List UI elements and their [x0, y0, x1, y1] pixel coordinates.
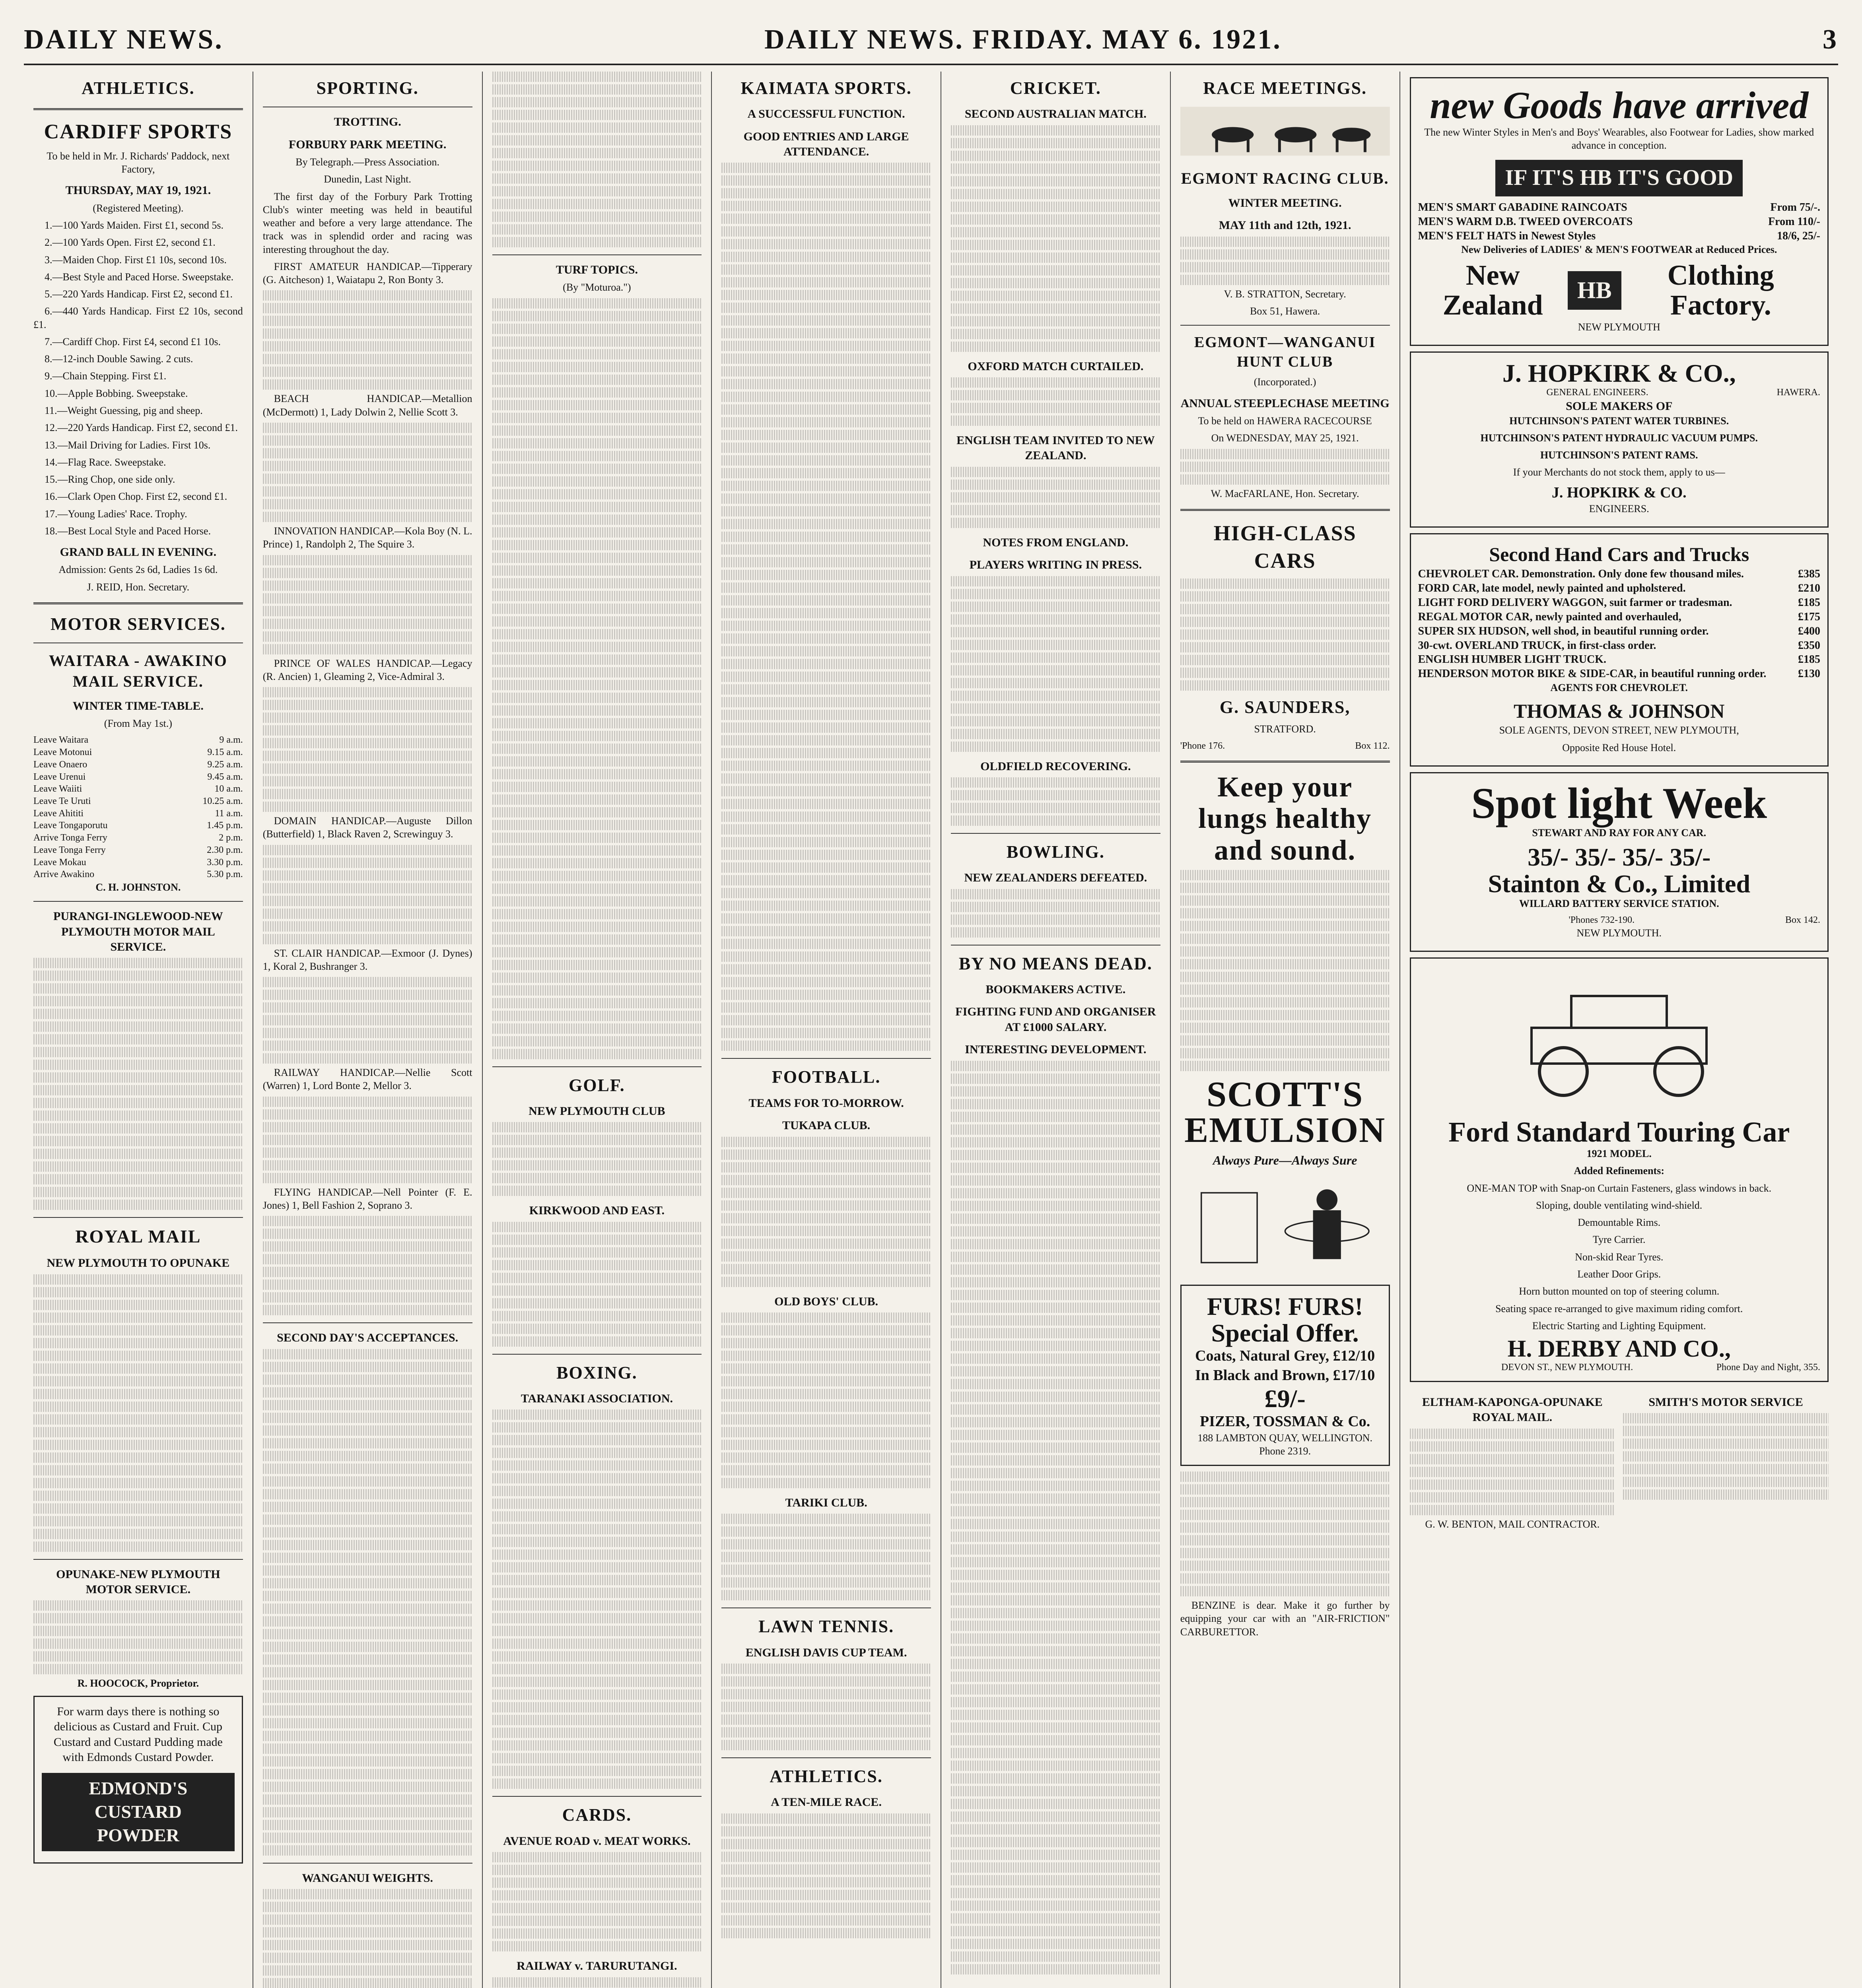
kirkwood-heading: KIRKWOOD AND EAST. [529, 1204, 665, 1217]
ford-ad [1410, 957, 1829, 1382]
ford-refinement: Seating space re-arranged to give maximum riding comfort. [1495, 1303, 1743, 1314]
race-result: BEACH HANDICAP.—Metallion (McDermott) 1, Lady Dolwin 2, Nellie Scott 3. [262, 393, 472, 418]
timetable-row: Leave Tonga Ferry 2.30 p.m. [33, 845, 243, 855]
hopkirk-product: HUTCHINSON'S PATENT HYDRAULIC VACUUM PUMPS. [1480, 432, 1758, 444]
england-team-heading: ENGLISH TEAM INVITED TO NEW ZEALAND. [956, 434, 1155, 462]
masthead [24, 16, 1838, 65]
ford-refinements-heading: Added Refinements: [1574, 1165, 1664, 1177]
cardiff-item: 6.—440 Yards Handicap. First £2 10s, second £1. [33, 305, 243, 330]
waitara-sig: C. H. JOHNSTON. [95, 881, 181, 893]
hunt-date: On WEDNESDAY, MAY 25, 1921. [1211, 432, 1359, 444]
athletics-heading: ATHLETICS. [82, 78, 195, 98]
timetable-row: Arrive Awakino 5.30 p.m. [33, 869, 243, 880]
hunt-sig: W. MacFARLANE, Hon. Secretary. [1211, 487, 1359, 499]
kaimata-sub2: GOOD ENTRIES AND LARGE ATTENDANCE. [743, 130, 909, 159]
nz-defeated-heading: NEW ZEALANDERS DEFEATED. [964, 871, 1147, 885]
ford-refinement: Leather Door Grips. [1577, 1268, 1661, 1280]
ford-refinement: Demountable Rims. [1578, 1217, 1661, 1229]
cardiff-item: 10.—Apple Bobbing. Sweepstake. [45, 387, 188, 399]
egmont-racing-title: EGMONT RACING CLUB. [1181, 169, 1389, 187]
football-sub: TEAMS FOR TO-MORROW. [748, 1096, 904, 1110]
railway-heading: RAILWAY v. TARURUTANGI. [517, 1959, 677, 1973]
ford-refinement: Horn button mounted on top of steering column. [1519, 1285, 1720, 1297]
waitara-timetable [33, 734, 243, 881]
cardiff-sub: To be held in Mr. J. Richards' Paddock, next Factory, [47, 150, 230, 175]
hunt-title: EGMONT—WANGANUI HUNT CLUB [1194, 334, 1376, 370]
hb-footer-left: New Zealand [1442, 259, 1543, 321]
kaimata-sub: A SUCCESSFUL FUNCTION. [747, 107, 905, 121]
cardiff-item: 2.—100 Yards Open. First £2, second £1. [45, 237, 216, 248]
cardiff-footer: GRAND BALL IN EVENING. [60, 546, 217, 559]
athletics-heading-2: ATHLETICS. [770, 1767, 883, 1786]
cardiff-item: 5.—220 Yards Handicap. First £2, second £1. [45, 288, 233, 300]
masthead-left: DAILY NEWS. [24, 24, 224, 55]
eltham-service [1410, 1388, 1615, 1535]
spotlight-ad [1410, 772, 1829, 952]
race-result: INNOVATION HANDICAP.—Kola Boy (N. L. Prince) 1, Randolph 2, The Squire 3. [262, 525, 472, 550]
race-result: ST. CLAIR HANDICAP.—Exmoor (J. Dynes) 1, Koral 2, Bushranger 3. [262, 947, 472, 972]
turf-heading: TURF TOPICS. [556, 263, 638, 276]
bottom-services [1410, 1388, 1829, 1535]
benzine-text: BENZINE is dear. Make it go further by equipping your car with an "AIR-FRICTION" CARBURETTOR. [1180, 1600, 1390, 1638]
pizer-name: PIZER, TOSSMAN & Co. [1199, 1413, 1370, 1430]
cardiff-admission: Admission: Gents 2s 6d, Ladies 1s 6d. [58, 564, 218, 576]
hb-item: MEN'S WARM D.B. TWEED OVERCOATS From 110/- [1418, 215, 1820, 228]
players-heading: PLAYERS WRITING IN PRESS. [969, 558, 1142, 572]
hb-slogan: IF IT'S HB IT'S GOOD [1495, 160, 1743, 196]
nomeans-heading: BY NO MEANS DEAD. [958, 953, 1153, 973]
oxford-heading: OXFORD MATCH CURTAILED. [968, 359, 1144, 373]
race-result: DOMAIN HANDICAP.—Auguste Dillon (Butterfield) 1, Black Raven 2, Screwinguy 3. [262, 815, 472, 840]
scott-headline: Keep your lungs healthy and sound. [1198, 771, 1372, 866]
cards-sub: AVENUE ROAD v. MEAT WORKS. [503, 1834, 691, 1848]
golf-heading: GOLF. [569, 1075, 625, 1095]
secondhand-heading: Second Hand Cars and Trucks [1489, 543, 1749, 566]
cardiff-item: 8.—12-inch Double Sawing. 2 cuts. [45, 353, 193, 365]
ford-model: 1921 MODEL. [1586, 1148, 1652, 1160]
cardiff-item: 1.—100 Yards Maiden. First £1, second 5s. [45, 219, 224, 231]
stainton-name: Stainton & Co., Limited [1488, 869, 1751, 898]
edmonds-text: For warm days there is nothing so delicious as Custard and Fruit. Cup Custard and Custard Pudding made with Edmonds Custard Powder. [53, 1705, 223, 1764]
secondhand-item: CHEVROLET CAR. Demonstration. Only done few thousand miles. £385 [1418, 568, 1820, 580]
timetable-row: Leave Mokau 3.30 p.m. [33, 857, 243, 868]
royal-mail-sub: NEW PLYMOUTH TO OPUNAKE [47, 1256, 230, 1270]
secondhand-item: SUPER SIX HUDSON, well shod, in beautiful running order. £400 [1418, 625, 1820, 637]
derby-name: H. DERBY AND CO., [1507, 1336, 1731, 1362]
secondhand-item: REGAL MOTOR CAR, newly painted and overhauled, £175 [1418, 610, 1820, 623]
race-result: FIRST AMATEUR HANDICAP.—Tipperary (G. Aitcheson) 1, Waiatapu 2, Ron Bonty 3. [262, 260, 472, 286]
hb-item: MEN'S FELT HATS in Newest Styles 18/6, 25/- [1418, 229, 1820, 242]
timetable-row: Leave Tongaporutu 1.45 p.m. [33, 820, 243, 831]
golf-sub: NEW PLYMOUTH CLUB [529, 1104, 665, 1118]
hopkirk-header: GENERAL ENGINEERS. HAWERA. [1546, 387, 1820, 398]
egmont-dates: MAY 11th and 12th, 1921. [1219, 219, 1351, 232]
interesting-heading: INTERESTING DEVELOPMENT. [965, 1043, 1147, 1056]
column-1 [24, 72, 253, 1988]
hopkirk-makers: SOLE MAKERS OF [1566, 400, 1673, 413]
boxing-sub: TARANAKI ASSOCIATION. [521, 1392, 673, 1406]
column-6 [1171, 72, 1400, 1988]
hopkirk-product: HUTCHINSON'S PATENT WATER TURBINES. [1509, 415, 1729, 427]
bowling-heading: BOWLING. [1006, 842, 1105, 862]
scott-tagline: Always Pure—Always Sure [1213, 1153, 1357, 1167]
cardiff-item: 7.—Cardiff Chop. First £4, second £1 10s. [45, 336, 221, 348]
cardiff-item: 17.—Young Ladies' Race. Trophy. [45, 508, 187, 520]
cards-heading: CARDS. [562, 1805, 632, 1825]
spotlight-sub: STEWART AND RAY FOR ANY CAR. [1532, 827, 1707, 839]
motor-heading: MOTOR SERVICES. [50, 614, 226, 634]
timetable-row: Leave Waiiti 10 a.m. [33, 784, 243, 794]
secondhand-item: LIGHT FORD DELIVERY WAGGON, suit farmer or tradesman. £185 [1418, 596, 1820, 609]
column-4 [712, 72, 941, 1988]
tariki-heading: TARIKI CLUB. [785, 1496, 867, 1509]
secondhand-agents: AGENTS FOR CHEVROLET. [1550, 682, 1688, 694]
ford-refinement: Tyre Carrier. [1593, 1234, 1646, 1246]
cardiff-item: 18.—Best Local Style and Paced Horse. [45, 525, 211, 537]
cardiff-item: 16.—Clark Open Chop. First £2, second £1. [45, 491, 227, 503]
opunake-title: OPUNAKE-NEW PLYMOUTH MOTOR SERVICE. [56, 1567, 220, 1596]
thomas-addr: SOLE AGENTS, DEVON STREET, NEW PLYMOUTH, [1499, 724, 1739, 736]
sporting-heading: SPORTING. [316, 78, 419, 98]
royal-mail-title: ROYAL MAIL [75, 1226, 201, 1247]
column-5 [941, 72, 1171, 1988]
column-2 [253, 72, 483, 1988]
newgoods-ad [1410, 77, 1829, 346]
dateline: Dunedin, Last Night. [324, 173, 411, 185]
ford-title: Ford Standard Touring Car [1448, 1116, 1790, 1148]
ford-refinement: ONE-MAN TOP with Snap-on Curtain Fasteners, glass windows in back. [1467, 1182, 1772, 1194]
race-meetings-heading: RACE MEETINGS. [1203, 78, 1367, 98]
horse-race-illustration [1180, 103, 1390, 159]
derby-contact: DEVON ST., NEW PLYMOUTH. Phone Day and Night, 355. [1501, 1362, 1820, 1373]
waitara-title: WAITARA - AWAKINO MAIL SERVICE. [49, 652, 227, 690]
waitara-from: (From May 1st.) [104, 718, 172, 730]
saunders-town: STRATFORD. [1254, 723, 1316, 735]
purangi-title: PURANGI-INGLEWOOD-NEW PLYMOUTH MOTOR MAIL SERVICE. [53, 910, 223, 954]
tukapa-heading: TUKAPA CLUB. [782, 1119, 871, 1132]
cardiff-list [33, 219, 243, 538]
egmont-box: Box 51, Hawera. [1250, 305, 1320, 317]
hb-footer-right: Clothing Factory. [1667, 259, 1774, 321]
hunt-annual: ANNUAL STEEPLECHASE MEETING [1180, 396, 1390, 410]
waitara-sub: WINTER TIME-TABLE. [72, 699, 204, 712]
acceptances-heading: SECOND DAY'S ACCEPTANCES. [277, 1331, 459, 1345]
cardiff-item: 3.—Maiden Chop. First £1 10s, second 10s. [45, 254, 227, 266]
hopkirk-name: J. HOPKIRK & CO., [1502, 359, 1736, 388]
spotlight-title: Spot light Week [1471, 779, 1767, 827]
race-result: FLYING HANDICAP.—Nell Pointer (F. E. Jones) 1, Bell Fashion 2, Soprano 3. [262, 1186, 472, 1211]
oldboys-heading: OLD BOYS' CLUB. [774, 1295, 879, 1308]
hunt-inc: (Incorporated.) [1254, 376, 1316, 388]
stainton-town: NEW PLYMOUTH. [1576, 927, 1662, 939]
stainton-sub: WILLARD BATTERY SERVICE STATION. [1519, 898, 1719, 910]
thomas-name: THOMAS & JOHNSON [1513, 700, 1725, 722]
timetable-row: Leave Ahititi 11 a.m. [33, 808, 243, 819]
timetable-row: Leave Motonui 9.15 a.m. [33, 747, 243, 758]
edmonds-logo: EDMOND'S CUSTARD POWDER [42, 1773, 235, 1851]
cardiff-item: 14.—Flag Race. Sweepstake. [45, 456, 166, 468]
turf-byline: (By "Moturoa.") [563, 282, 631, 293]
pizer-phone: Phone 2319. [1259, 1445, 1311, 1457]
cardiff-reg: (Registered Meeting). [93, 202, 184, 214]
eltham-title: ELTHAM-KAPONGA-OPUNAKE ROYAL MAIL. [1422, 1395, 1603, 1424]
secondhand-item: ENGLISH HUMBER LIGHT TRUCK. £185 [1418, 653, 1820, 666]
egmont-winter: WINTER MEETING. [1228, 196, 1342, 210]
saunders-name: G. SAUNDERS, [1219, 697, 1351, 717]
lawn-tennis-heading: LAWN TENNIS. [758, 1617, 894, 1637]
ford-refinement: Electric Starting and Lighting Equipment. [1532, 1320, 1706, 1332]
cricket-heading: CRICKET. [1010, 78, 1101, 98]
hb-new-deliveries: New Deliveries of LADIES' & MEN'S FOOTWEAR at Reduced Prices. [1461, 244, 1777, 256]
hb-footer-town: NEW PLYMOUTH [1578, 321, 1660, 333]
furs-price: £9/- [1264, 1384, 1306, 1413]
bookmakers-heading: BOOKMAKERS ACTIVE. [985, 983, 1126, 996]
telegraph-line: By Telegraph.—Press Association. [295, 156, 439, 168]
kaimata-heading: KAIMATA SPORTS. [741, 78, 912, 98]
timetable-row: Arrive Tonga Ferry 2 p.m. [33, 833, 243, 843]
masthead-center: DAILY NEWS. FRIDAY. MAY 6. 1921. [764, 24, 1282, 55]
hopkirk-product: HUTCHINSON'S PATENT RAMS. [1540, 449, 1698, 461]
hopkirk-footer: J. HOPKIRK & CO. [1551, 484, 1687, 501]
hb-logo-icon: HB [1568, 271, 1621, 310]
hopkirk-ad [1410, 351, 1829, 528]
forbury-heading: FORBURY PARK MEETING. [288, 138, 447, 151]
timetable-row: Leave Urenui 9.45 a.m. [33, 771, 243, 782]
cardiff-item: 4.—Best Style and Paced Horse. Sweepstake. [45, 271, 234, 283]
cardiff-item: 12.—220 Yards Handicap. First £2, second £1. [45, 422, 238, 434]
cardiff-item: 13.—Mail Driving for Ladies. First 10s. [45, 439, 211, 451]
column-7 [1400, 72, 1839, 1988]
smith-service [1623, 1388, 1829, 1535]
tenmile-heading: A TEN-MILE RACE. [771, 1796, 882, 1809]
cardiff-item: 11.—Weight Guessing, pig and sheep. [45, 404, 203, 416]
columns [24, 72, 1838, 1988]
stainton-contact: 'Phones 732-190. Box 142. [1569, 915, 1820, 926]
thomas-loc: Opposite Red House Hotel. [1562, 742, 1676, 753]
saunders-contact: 'Phone 176. Box 112. [1180, 740, 1390, 751]
hopkirk-note: If your Merchants do not stock them, apply to us— [1513, 466, 1725, 478]
secondhand-ad [1410, 533, 1829, 766]
newgoods-text: The new Winter Styles in Men's and Boys' Wearables, also Footwear for Ladies, show marked advance in conception. [1424, 126, 1814, 151]
smith-title: SMITH'S MOTOR SERVICE [1648, 1395, 1803, 1409]
davis-cup-heading: ENGLISH DAVIS CUP TEAM. [745, 1646, 907, 1659]
highclass-heading: HIGH-CLASS CARS [1213, 521, 1357, 573]
australian-heading: SECOND AUSTRALIAN MATCH. [964, 107, 1147, 121]
race-result: RAILWAY HANDICAP.—Nellie Scott (Warren) 1, Lord Bonte 2, Mellor 3. [262, 1067, 472, 1092]
pizer-addr: 188 LAMBTON QUAY, WELLINGTON. [1197, 1432, 1373, 1444]
timetable-row: Leave Onaero 9.25 a.m. [33, 759, 243, 770]
column-3 [483, 72, 712, 1988]
hunt-to-be: To be held on HAWERA RACECOURSE [1198, 415, 1372, 427]
boxing-heading: BOXING. [556, 1363, 638, 1382]
furs-coats: Coats, Natural Grey, £12/10 In Black and Brown, £17/10 [1195, 1347, 1375, 1384]
cardiff-item: 9.—Chain Stepping. First £1. [45, 370, 167, 382]
ford-refinement: Sloping, double ventilating wind-shield. [1536, 1199, 1703, 1211]
furs-heading: FURS! FURS! Special Offer. [1207, 1292, 1363, 1347]
timetable-row: Leave Te Uruti 10.25 a.m. [33, 796, 243, 806]
scott-logo: SCOTT'S EMULSION [1184, 1074, 1386, 1150]
ford-car-illustration [1508, 972, 1730, 1107]
benton-sig: G. W. BENTON, MAIL CONTRACTOR. [1425, 1518, 1600, 1530]
cardiff-sig: J. REID, Hon. Secretary. [87, 581, 190, 593]
timetable-row: Leave Waitara 9 a.m. [33, 735, 243, 746]
opunake-sig: R. HOOCOCK, Proprietor. [77, 1677, 199, 1689]
oldfield-heading: OLDFIELD RECOVERING. [980, 759, 1131, 773]
edmonds-ad [33, 1696, 243, 1864]
secondhand-item: 30-cwt. OVERLAND TRUCK, in first-class order. £350 [1418, 639, 1820, 652]
fisherman-illustration [1180, 1173, 1390, 1276]
ford-refinement: Non-skid Rear Tyres. [1575, 1251, 1664, 1263]
forbury-intro: The first day of the Forbury Park Trotting Club's winter meeting was held in beautiful weather and before a very large attendance. The track was in splendid order and racing was interesting throughout the day. [262, 190, 472, 255]
race-result: PRINCE OF WALES HANDICAP.—Legacy (R. Ancien) 1, Gleaming 2, Vice-Admiral 3. [262, 657, 472, 682]
cardiff-date: THURSDAY, MAY 19, 1921. [65, 184, 211, 197]
football-heading: FOOTBALL. [772, 1067, 881, 1087]
cardiff-item: 15.—Ring Chop, one side only. [45, 474, 175, 485]
trotting-heading: TROTTING. [334, 115, 401, 129]
notes-heading: NOTES FROM ENGLAND. [983, 536, 1129, 549]
wanganui-heading: WANGANUI WEIGHTS. [302, 1871, 433, 1885]
secondhand-item: HENDERSON MOTOR BIKE & SIDE-CAR, in beautiful running order. £130 [1418, 668, 1820, 680]
egmont-sig: V. B. STRATTON, Secretary. [1224, 288, 1346, 300]
hb-item: MEN'S SMART GABADINE RAINCOATS From 75/-. [1418, 201, 1820, 214]
hopkirk-footer-sub: ENGINEERS. [1589, 503, 1649, 515]
spotlight-prices: 35/- 35/- 35/- 35/- [1528, 843, 1711, 871]
newgoods-title: new Goods have arrived [1430, 84, 1809, 126]
cardiff-title: CARDIFF SPORTS [44, 120, 233, 144]
pizer-ad [1180, 1285, 1390, 1466]
fighting-heading: FIGHTING FUND AND ORGANISER AT £1000 SALARY. [955, 1005, 1156, 1034]
page-number: 3 [1823, 24, 1838, 55]
secondhand-item: FORD CAR, late model, newly painted and upholstered. £210 [1418, 582, 1820, 595]
